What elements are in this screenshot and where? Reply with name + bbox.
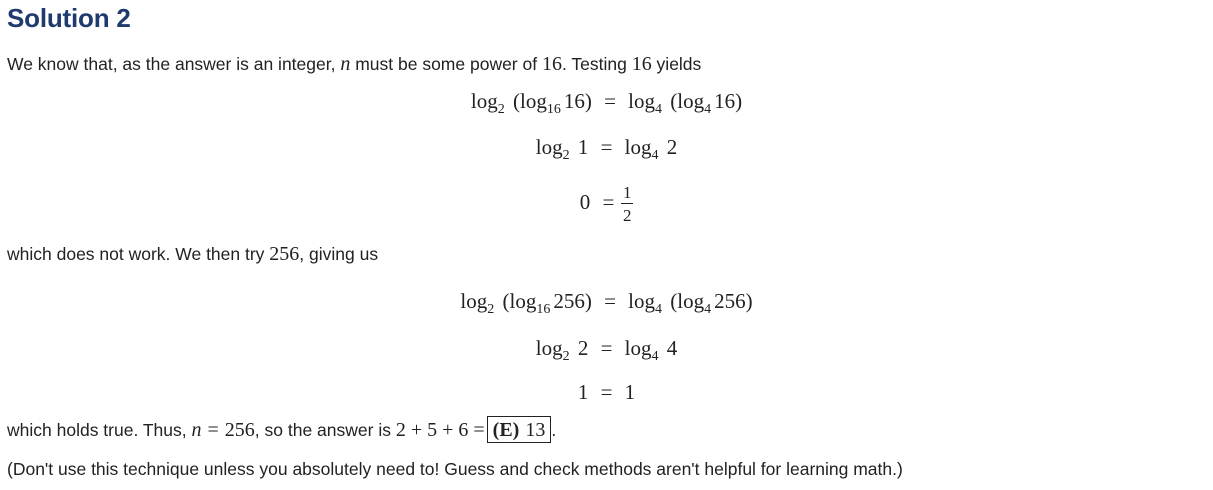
- equation-test16-line2: [0, 134, 1213, 164]
- equation-test256-line2: [0, 335, 1213, 365]
- log-operator: log: [624, 336, 652, 360]
- equals-sign: =: [600, 336, 613, 360]
- conclusion-paragraph: [7, 416, 556, 443]
- boxed-answer: [487, 416, 552, 443]
- middle-text-2: , giving us: [299, 244, 379, 264]
- equation-test16-line1: [0, 88, 1213, 118]
- solution-heading: Solution 2: [7, 3, 131, 33]
- paren: (: [670, 289, 678, 313]
- intro-text-4: yields: [651, 54, 702, 74]
- conclusion-text-2: , so the answer is: [254, 420, 396, 440]
- log-argument: 2: [666, 135, 678, 159]
- answer-value: 13: [525, 419, 546, 441]
- number-256: 256: [224, 419, 255, 441]
- sentence-period: .: [551, 420, 557, 440]
- intro-text-1: We know that, as the answer is an integer,: [7, 54, 341, 74]
- equation-left: 0: [579, 189, 591, 214]
- log-base: 4: [655, 302, 663, 317]
- intro-text-3: . Testing: [561, 54, 632, 74]
- log-operator: log: [470, 89, 498, 113]
- log-operator: log: [519, 89, 547, 113]
- fraction-one-half: [621, 183, 633, 225]
- log-base: 16: [536, 302, 551, 317]
- log-base: 2: [562, 349, 570, 364]
- log-base: 2: [487, 302, 495, 317]
- log-base: 4: [704, 102, 712, 117]
- equals-sign: =: [604, 289, 616, 313]
- answer-choice: (E): [492, 419, 520, 441]
- log-operator: log: [677, 89, 705, 113]
- log-operator: log: [628, 89, 656, 113]
- log-argument: 16): [563, 89, 592, 113]
- log-argument: 16): [714, 89, 743, 113]
- equation-right: 1: [624, 380, 636, 404]
- log-base: 2: [562, 148, 570, 163]
- log-operator: log: [624, 135, 652, 159]
- middle-paragraph: [7, 243, 378, 265]
- equals-sign: =: [600, 380, 613, 404]
- variable-n: n: [191, 419, 202, 441]
- sum-expression: 2 + 5 + 6 =: [395, 419, 485, 441]
- fraction-denominator: 2: [623, 206, 632, 225]
- middle-text-1: which does not work. We then try: [7, 244, 270, 264]
- fraction-bar: [621, 203, 633, 204]
- log-base: 4: [704, 302, 712, 317]
- paren: (: [502, 289, 510, 313]
- equation-test256-line3: [0, 379, 1213, 405]
- log-operator: log: [677, 289, 705, 313]
- log-operator: log: [460, 289, 488, 313]
- log-argument: 4: [666, 336, 678, 360]
- equals-sign: =: [604, 89, 616, 113]
- log-base: 2: [497, 102, 505, 117]
- equals-sign: =: [602, 189, 615, 214]
- equals-sign: =: [600, 135, 613, 159]
- paren: (: [512, 89, 520, 113]
- number-16: 16: [631, 53, 652, 75]
- log-operator: log: [628, 289, 656, 313]
- log-argument: 2: [577, 336, 589, 360]
- fraction-numerator: 1: [623, 183, 632, 202]
- log-base: 16: [546, 102, 561, 117]
- variable-n: n: [340, 53, 351, 75]
- note-paragraph: (Don't use this technique unless you absolutely need to! Guess and check methods aren't helpful for learning math.): [7, 459, 903, 479]
- log-argument: 1: [577, 135, 589, 159]
- equation-test256-line1: [0, 288, 1213, 318]
- conclusion-text-1: which holds true. Thus,: [7, 420, 192, 440]
- intro-text-2: must be some power of: [350, 54, 542, 74]
- intro-paragraph: [7, 53, 701, 75]
- log-base: 4: [651, 349, 659, 364]
- equals-sign: =: [207, 419, 219, 441]
- paren: (: [670, 89, 678, 113]
- log-operator: log: [535, 336, 563, 360]
- log-argument: 256): [553, 289, 592, 313]
- equation-left: 1: [577, 380, 589, 404]
- log-argument: 256): [714, 289, 753, 313]
- number-16: 16: [541, 53, 562, 75]
- log-base: 4: [651, 148, 659, 163]
- number-256: 256: [269, 243, 300, 265]
- log-base: 4: [655, 102, 663, 117]
- log-operator: log: [535, 135, 563, 159]
- equation-test16-line3: [0, 183, 1213, 225]
- log-operator: log: [509, 289, 537, 313]
